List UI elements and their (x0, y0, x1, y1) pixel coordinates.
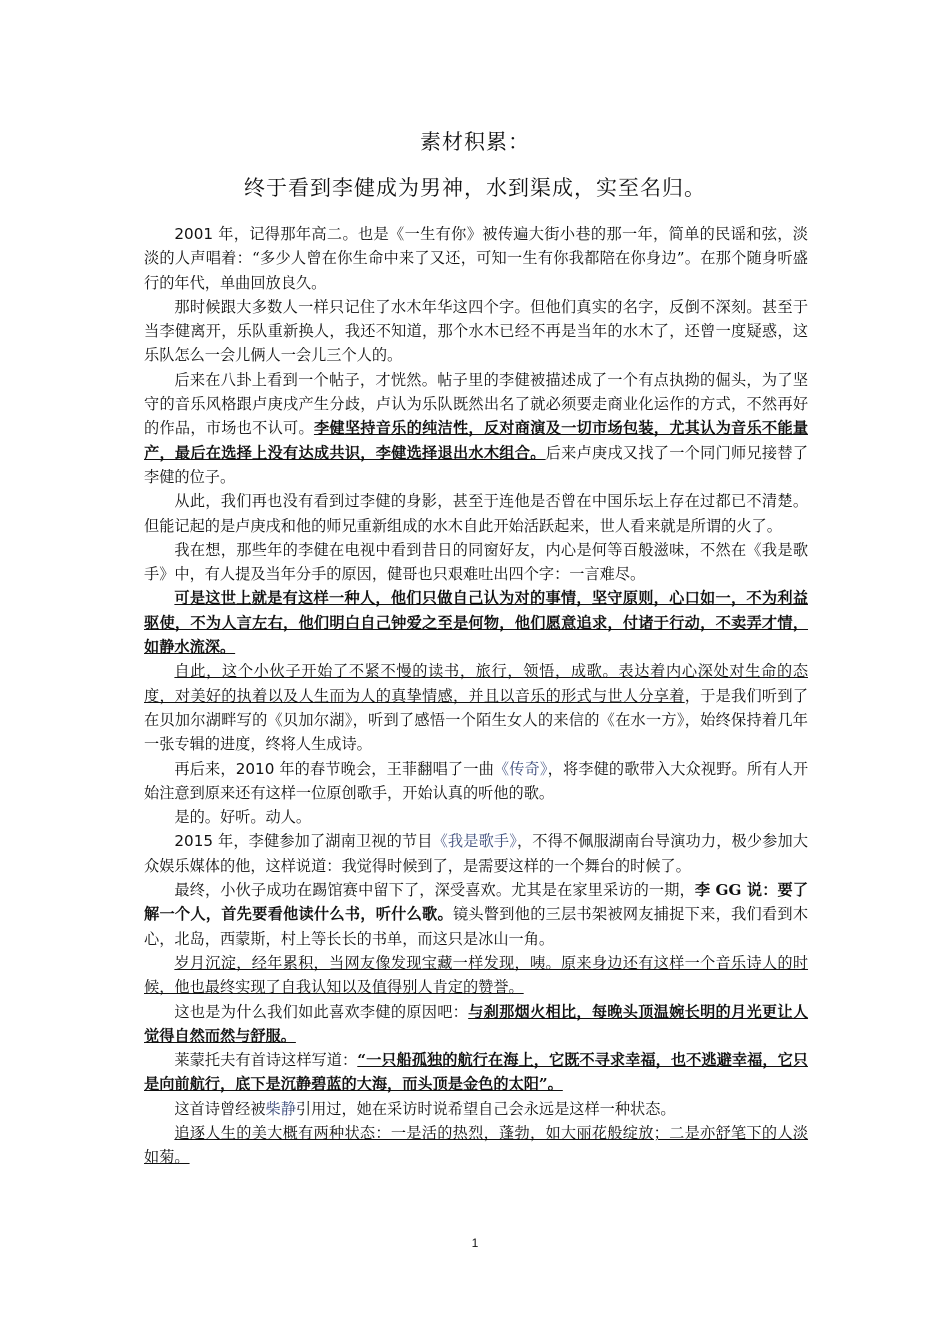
paragraph-13-highlight: 与刹那烟火相比，每晚头顶温婉长明的月光更让人觉得自然而然与舒服。 (144, 1002, 809, 1045)
page-title: 素材积累： (420, 130, 530, 154)
year-2015: 2015 (174, 832, 214, 851)
paragraph-16 (144, 1121, 808, 1170)
article-body (144, 222, 808, 1170)
year-2001: 2001 (174, 225, 214, 243)
page-number: 1 (471, 1236, 479, 1250)
paragraph-11-bold: 李 GG 说：要了解一个人，首先要看他读什么书，听什么歌。 (144, 881, 809, 924)
paragraph-6 (144, 586, 808, 659)
paragraph-8-text-a: 再后来， (174, 759, 236, 778)
paragraph-11-text-a: 最终，小伙子成功在踢馆赛中留下了，深受喜欢。尤其是在家里采访的一期， (174, 881, 695, 900)
paragraph-16-underlined: 追逐人生的美大概有两种状态：一是活的热烈，蓬勃，如大丽花般绽放；二是亦舒笔下的人淡如菊。 (144, 1123, 808, 1167)
page-subtitle: 终于看到李健成为男神，水到渠成，实至名归。 (244, 176, 706, 200)
paragraph-3-text-a: 后来在八卦上看到一个帖子，才恍然。帖子里的李健被描述成了一个有点执拗的倔头，为了坚守的音乐风格跟卢庚戌产生分歧，卢认为乐队既然出名了就必须要走商业化运作的方式，不然再好的作品，市场也不认可。 (144, 370, 808, 438)
year-2010: 2010 (235, 759, 275, 778)
paragraph-10 (144, 829, 808, 878)
paragraph-1 (144, 222, 808, 295)
paragraph-8-text-c: ，将李健的歌带入大众视野。所有人开始注意到原来还有这样一位原创歌手，开始认真的听他的歌。 (144, 759, 809, 802)
paragraph-10-text-a: 年，李健参加了湖南卫视的节目 (213, 832, 433, 851)
paragraph-3-text-c: 后来卢庚戌又找了一个同门师兄接替了李健的位子。 (144, 443, 809, 486)
paragraph-3-highlight: 李健坚持音乐的纯洁性，反对商演及一切市场包装，尤其认为音乐不能量产，最后在选择上没有达成共识，李健选择退出水木组合。 (144, 419, 809, 462)
paragraph-12-underlined: 岁月沉淀，经年累积，当网友像发现宝藏一样发现，咦。原来身边还有这样一个音乐诗人的时候，他也最终实现了自我认知以及值得别人肯定的赞誉。 (144, 953, 808, 997)
paragraph-7-underlined: 自此，这个小伙子开始了不紧不慢的读书，旅行，领悟，成歌。表达着内心深处对生命的态度，对美好的执着以及人生而为人的真挚情感，并且以音乐的形式与世人分享着 (144, 662, 808, 705)
paragraph-7-text-b: ，于是我们听到了在贝加尔湖畔写的《贝加尔湖》，听到了感悟一个陌生女人的来信的《在水一方》，始终保持着几年一张专辑的进度，终将人生成诗。 (144, 686, 809, 754)
paragraph-15-text-b: 引用过，她在采访时说希望自己会永远是这样一种状态。 (295, 1099, 676, 1118)
paragraph-15-text-a: 这首诗曾经被 (174, 1099, 266, 1118)
paragraph-14-text-a: 莱蒙托夫有首诗这样写道： (174, 1051, 358, 1070)
paragraph-13 (144, 1000, 808, 1049)
paragraph-12 (144, 951, 808, 1000)
paragraph-14-quote: “一只船孤独的航行在海上，它既不寻求幸福，也不逃避幸福，它只是向前航行，底下是沉静碧蓝的大海，而头顶是金色的太阳”。 (144, 1051, 808, 1094)
paragraph-15 (144, 1097, 808, 1121)
show-name: 《我是歌手》 (432, 832, 517, 851)
paragraph-14 (144, 1048, 808, 1097)
paragraph-2: 那时候跟大多数人一样只记住了水木年华这四个字。但他们真实的名字，反倒不深刻。甚至于当李健离开，乐队重新换人，我还不知道，那个水木已经不再是当年的水木了，还曾一度疑惑，这乐队怎么一会儿俩人一会儿三个人的。 (144, 297, 808, 365)
paragraph-9: 是的。好听。动人。 (174, 808, 312, 827)
paragraph-10-text-b: ，不得不佩服湖南台导演功力，极少参加大众娱乐媒体的他，这样说道：我觉得时候到了，是需要这样的一个舞台的时候了。 (144, 832, 809, 875)
paragraph-3 (144, 368, 808, 489)
paragraph-11 (144, 878, 808, 951)
paragraph-11-text-c: 镜头瞥到他的三层书架被网友捕捉下来，我们看到木心，北岛，西蒙斯，村上等长长的书单，而这只是冰山一角。 (144, 905, 809, 948)
paragraph-7 (144, 659, 808, 756)
paragraph-13-text-a: 这也是为什么我们如此喜欢李健的原因吧： (174, 1002, 469, 1021)
paragraph-1-text: 年，记得那年高二。也是《一生有你》被传遍大街小巷的那一年，简单的民谣和弦，淡淡的人声唱着：“多少人曾在你生命中来了又还，可知一生有你我都陪在你身边”。在那个随身听盛行的年代，单曲回放良久。 (144, 225, 808, 292)
paragraph-8-text-b: 年的春节晚会，王菲翻唱了一曲 (274, 759, 494, 778)
paragraph-6-highlight: 可是这世上就是有这样一种人，他们只做自己认为对的事情，坚守原则，心口如一，不为利益驱使，不为人言左右，他们明白自己钟爱之至是何物，他们愿意追求，付诸于行动，不卖弄才情，如静水流深。 (144, 589, 808, 657)
paragraph-4: 从此，我们再也没有看到过李健的身影，甚至于连他是否曾在中国乐坛上存在过都已不清楚。但能记起的是卢庚戌和他的师兄重新组成的水木自此开始活跃起来，世人看来就是所谓的火了。 (144, 492, 808, 535)
song-link-chuanqi: 《传奇》 (493, 759, 548, 778)
paragraph-5: 我在想，那些年的李健在电视中看到昔日的同窗好友，内心是何等百般滋味，不然在《我是歌手》中，有人提及当年分手的原因，健哥也只艰难吐出四个字：一言难尽。 (144, 540, 808, 584)
paragraph-8 (144, 757, 808, 806)
person-name: 柴静 (265, 1099, 296, 1118)
